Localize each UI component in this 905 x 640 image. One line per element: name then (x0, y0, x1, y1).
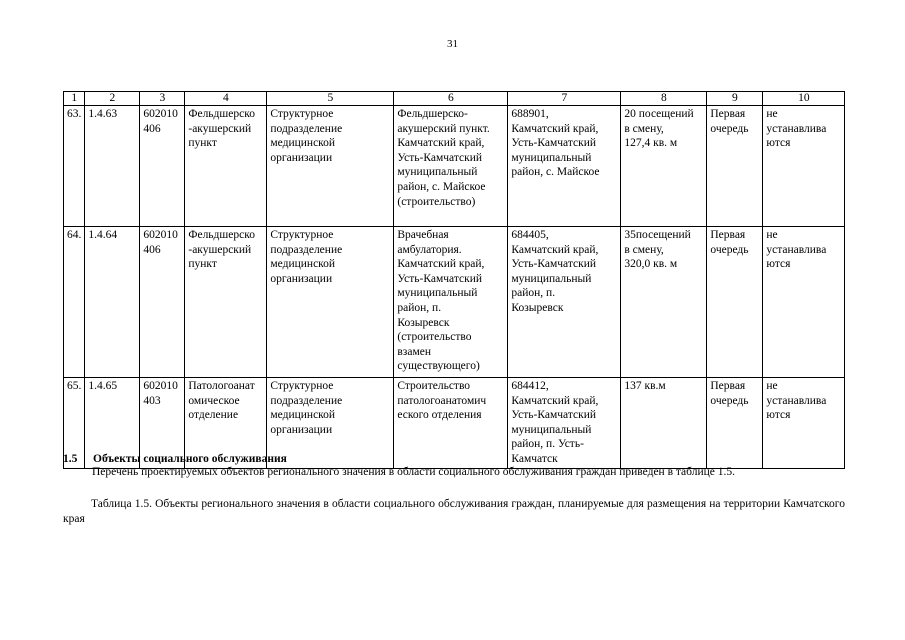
object-kind-cell: Структурное подразделение медицинской организации (267, 378, 394, 469)
capacity-cell: 35посещений в смену, 320,0 кв. м (621, 227, 707, 378)
objects-table (63, 91, 845, 469)
header-cell: 3 (140, 92, 185, 106)
object-description-cell: Фельдшерско- акушерский пункт. Камчатский край, Усть-Камчатский муниципальный район, с. Майское (строительство) (394, 106, 508, 227)
classifier-code-cell: 602010 406 (140, 227, 185, 378)
zone-cell: не устанавлива ются (763, 378, 845, 469)
row-number-cell: 64. (64, 227, 85, 378)
section-title: Объекты социального обслуживания (93, 453, 287, 465)
capacity-cell: 137 кв.м (621, 378, 707, 469)
header-cell: 2 (85, 92, 140, 106)
location-cell: 684412, Камчатский край, Усть-Камчатский муниципальный район, п. Усть- Камчатск (508, 378, 621, 469)
stage-cell: Первая очередь (707, 378, 763, 469)
object-code-cell: 1.4.64 (85, 227, 140, 378)
location-cell: 684405, Камчатский край, Усть-Камчатский муниципальный район, п. Козыревск (508, 227, 621, 378)
header-cell: 10 (763, 92, 845, 106)
object-type-cell: Фельдшерско -акушерский пункт (185, 106, 267, 227)
object-kind-cell: Структурное подразделение медицинской организации (267, 227, 394, 378)
stage-cell: Первая очередь (707, 227, 763, 378)
table-caption: Таблица 1.5. Объекты регионального значения в области социального обслуживания граждан, планируемые для размещения на территории Камчатского края (63, 498, 845, 525)
zone-cell: не устанавлива ются (763, 106, 845, 227)
header-cell: 9 (707, 92, 763, 106)
object-code-cell: 1.4.65 (85, 378, 140, 469)
object-description-cell: Строительство патологоанатомич еского отделения (394, 378, 508, 469)
row-number-cell: 65. (64, 378, 85, 469)
table-row (64, 227, 845, 378)
row-number-cell: 63. (64, 106, 85, 227)
object-type-cell: Патологоанат омическое отделение (185, 378, 267, 469)
header-cell: 4 (185, 92, 267, 106)
section-paragraph: Перечень проектируемых объектов регионального значения в области социального обслуживания граждан приведен в таблице 1.5. (92, 466, 736, 478)
object-description-cell: Врачебная амбулатория. Камчатский край, Усть-Камчатский муниципальный район, п. Козыревск (строительство взамен существующего) (394, 227, 508, 378)
object-code-cell: 1.4.63 (85, 106, 140, 227)
capacity-cell: 20 посещений в смену, 127,4 кв. м (621, 106, 707, 227)
classifier-code-cell: 602010 406 (140, 106, 185, 227)
header-cell: 1 (64, 92, 85, 106)
header-cell: 5 (267, 92, 394, 106)
classifier-code-cell: 602010 403 (140, 378, 185, 469)
object-kind-cell: Структурное подразделение медицинской организации (267, 106, 394, 227)
header-cell: 7 (508, 92, 621, 106)
header-cell: 6 (394, 92, 508, 106)
header-cell: 8 (621, 92, 707, 106)
section-number: 1.5 (63, 453, 78, 465)
table-header-row (64, 92, 845, 106)
page-number: 31 (447, 38, 458, 50)
stage-cell: Первая очередь (707, 106, 763, 227)
location-cell: 688901, Камчатский край, Усть-Камчатский муниципальный район, с. Майское (508, 106, 621, 227)
section-heading (63, 453, 287, 465)
zone-cell: не устанавлива ются (763, 227, 845, 378)
object-type-cell: Фельдшерско -акушерский пункт (185, 227, 267, 378)
table-row (64, 106, 845, 227)
